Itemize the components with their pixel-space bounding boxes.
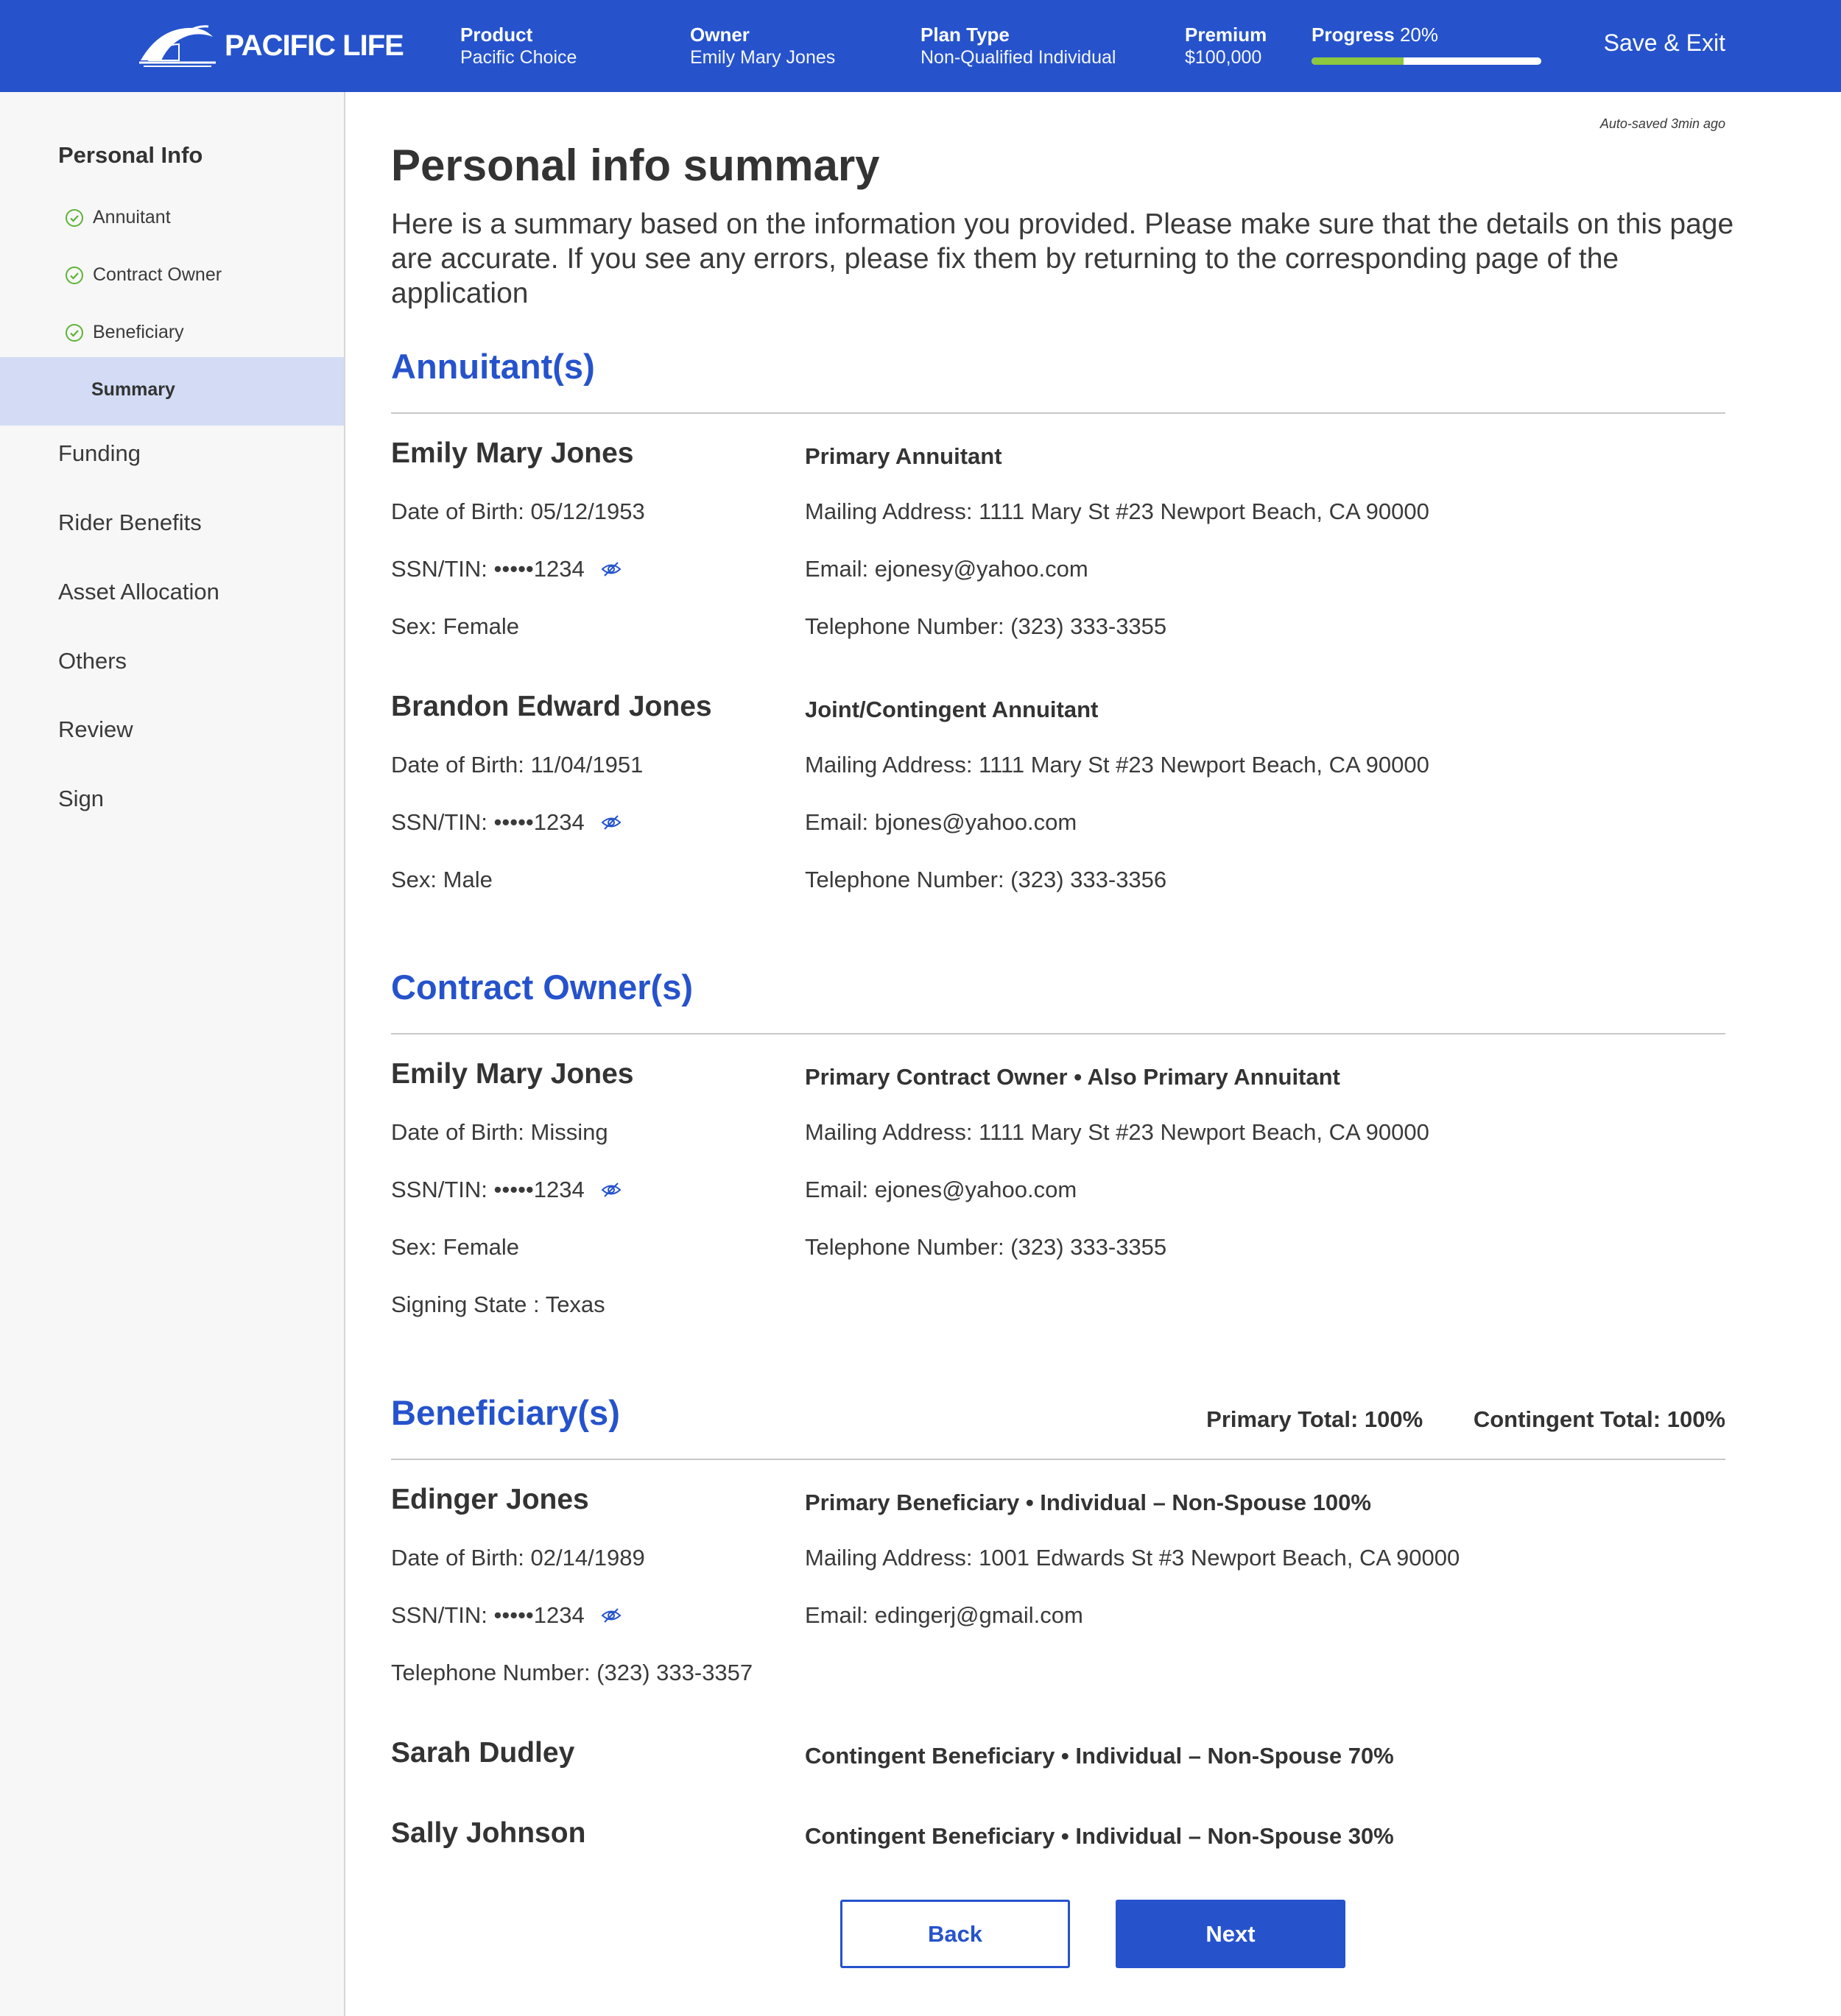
primary-total: Primary Total: 100%: [1206, 1406, 1423, 1432]
annuitant-email: Email: bjones@yahoo.com: [805, 809, 1077, 835]
contingent-total: Contingent Total: 100%: [1473, 1406, 1725, 1432]
eye-hidden-icon[interactable]: [600, 558, 622, 580]
divider: [391, 1033, 1725, 1035]
owner-address: Mailing Address: 1111 Mary St #23 Newport Beach, CA 90000: [805, 1119, 1429, 1145]
beneficiary-totals: [1162, 1406, 1725, 1433]
sidebar-item-label: Summary: [91, 379, 175, 400]
beneficiary-dob: Date of Birth: 02/14/1989: [391, 1545, 645, 1571]
owner-value: Emily Mary Jones: [690, 47, 836, 68]
eye-hidden-icon[interactable]: [600, 1604, 622, 1626]
save-exit-button[interactable]: Save & Exit: [1603, 29, 1725, 56]
annuitant-sex: Sex: Female: [391, 613, 520, 639]
annuitant-ssn: SSN/TIN: •••••1234: [391, 809, 585, 835]
owner-signing-state: Signing State : Texas: [391, 1291, 605, 1317]
sidebar-item-asset-allocation[interactable]: Asset Allocation: [58, 579, 219, 605]
owner-email: Email: ejones@yahoo.com: [805, 1177, 1077, 1202]
sidebar-section-personal-info[interactable]: Personal Info: [58, 142, 203, 168]
pacific-life-logo[interactable]: [136, 22, 404, 69]
autosave-status: Auto-saved 3min ago: [1599, 116, 1725, 131]
annuitant-name: Emily Mary Jones: [391, 437, 634, 469]
beneficiaries-heading: Beneficiary(s): [391, 1393, 620, 1432]
sidebar-item-label: Beneficiary: [93, 322, 184, 342]
annuitant-ssn: SSN/TIN: •••••1234: [391, 556, 585, 582]
beneficiary-name: Edinger Jones: [391, 1484, 589, 1515]
annuitant-dob: Date of Birth: 11/04/1951: [391, 752, 644, 778]
beneficiary-address: Mailing Address: 1001 Edwards St #3 Newport Beach, CA 90000: [805, 1545, 1460, 1571]
owner-dob: Date of Birth: Missing: [391, 1119, 608, 1145]
sidebar-item-label: Contract Owner: [93, 264, 222, 285]
premium-label: Premium: [1185, 24, 1267, 46]
owner-label: Owner: [690, 24, 750, 46]
owner-ssn: SSN/TIN: •••••1234: [391, 1177, 585, 1202]
plan-type-value: Non-Qualified Individual: [921, 47, 1116, 68]
sidebar-item-rider-benefits[interactable]: Rider Benefits: [58, 510, 202, 535]
owner-role: Primary Contract Owner • Also Primary Annuitant: [805, 1064, 1340, 1090]
sidebar-item-others[interactable]: Others: [58, 648, 127, 674]
beneficiary-role: Primary Beneficiary • Individual – Non-Spouse 100%: [805, 1490, 1371, 1515]
annuitant-role: Joint/Contingent Annuitant: [805, 697, 1099, 722]
sidebar-nav: [0, 92, 345, 2016]
contingent-beneficiary-name: Sarah Dudley: [391, 1737, 575, 1769]
intro-text: Here is a summary based on the information you provided. Please make sure that the details on this page are accurate. If you see any errors, please fix them by returning to the corresponding page of the application: [391, 208, 1734, 309]
annuitant-address: Mailing Address: 1111 Mary St #23 Newport Beach, CA 90000: [805, 498, 1429, 524]
owner-sex: Sex: Female: [391, 1234, 520, 1260]
product-value: Pacific Choice: [460, 47, 577, 68]
plan-type-meta: [921, 24, 1116, 69]
sidebar-item-sign[interactable]: Sign: [58, 786, 105, 811]
sidebar-item-contract-owner[interactable]: [65, 264, 222, 286]
contingent-beneficiary-role: Contingent Beneficiary • Individual – Non-Spouse 30%: [805, 1823, 1394, 1849]
annuitant-role: Primary Annuitant: [805, 443, 1002, 469]
progress-percent: 20%: [1399, 24, 1439, 46]
sidebar-item-summary[interactable]: [0, 357, 344, 426]
check-circle-icon: [65, 323, 84, 342]
annuitant-sex: Sex: Male: [391, 867, 493, 892]
annuitant-phone: Telephone Number: (323) 333-3355: [805, 613, 1167, 639]
top-header: [0, 0, 1841, 92]
progress-label: [1312, 24, 1438, 46]
premium-meta: [1185, 24, 1267, 69]
annuitants-heading: Annuitant(s): [391, 347, 595, 386]
check-circle-icon: [65, 208, 84, 228]
check-circle-icon: [65, 266, 84, 285]
contingent-beneficiary-role: Contingent Beneficiary • Individual – Non-Spouse 70%: [805, 1743, 1394, 1769]
progress-bar-fill: [1312, 57, 1404, 65]
annuitant-address: Mailing Address: 1111 Mary St #23 Newport Beach, CA 90000: [805, 752, 1429, 778]
plan-type-label: Plan Type: [921, 24, 1010, 46]
owner-meta: [690, 24, 835, 69]
divider: [391, 1459, 1725, 1460]
owner-phone: Telephone Number: (323) 333-3355: [805, 1234, 1167, 1260]
premium-value: $100,000: [1185, 47, 1262, 68]
annuitant-dob: Date of Birth: 05/12/1953: [391, 498, 645, 524]
annuitant-phone: Telephone Number: (323) 333-3356: [805, 867, 1167, 892]
sidebar-item-label: Annuitant: [93, 207, 171, 228]
beneficiary-ssn: SSN/TIN: •••••1234: [391, 1602, 585, 1628]
whale-logo-icon: [136, 22, 219, 69]
sidebar-item-review[interactable]: Review: [58, 716, 133, 742]
eye-hidden-icon[interactable]: [600, 1179, 622, 1201]
sidebar-item-annuitant[interactable]: [65, 207, 171, 228]
beneficiary-phone: Telephone Number: (323) 333-3357: [391, 1660, 753, 1685]
product-label: Product: [460, 24, 533, 46]
back-button[interactable]: Back: [840, 1900, 1070, 1968]
next-button[interactable]: Next: [1116, 1900, 1345, 1968]
contract-owners-heading: Contract Owner(s): [391, 968, 693, 1007]
sidebar-item-beneficiary[interactable]: [65, 322, 184, 343]
divider: [391, 412, 1725, 414]
annuitant-email: Email: ejonesy@yahoo.com: [805, 556, 1088, 582]
sidebar-item-funding[interactable]: Funding: [58, 440, 141, 466]
eye-hidden-icon[interactable]: [600, 811, 622, 833]
product-meta: [460, 24, 577, 69]
owner-name: Emily Mary Jones: [391, 1058, 634, 1090]
logo-text: PACIFIC LIFE: [225, 29, 404, 62]
beneficiary-email: Email: edingerj@gmail.com: [805, 1602, 1083, 1628]
contingent-beneficiary-name: Sally Johnson: [391, 1817, 586, 1849]
annuitant-name: Brandon Edward Jones: [391, 691, 712, 722]
page-title: Personal info summary: [391, 141, 880, 190]
progress-title: Progress: [1312, 24, 1395, 46]
progress-bar: [1312, 57, 1541, 65]
